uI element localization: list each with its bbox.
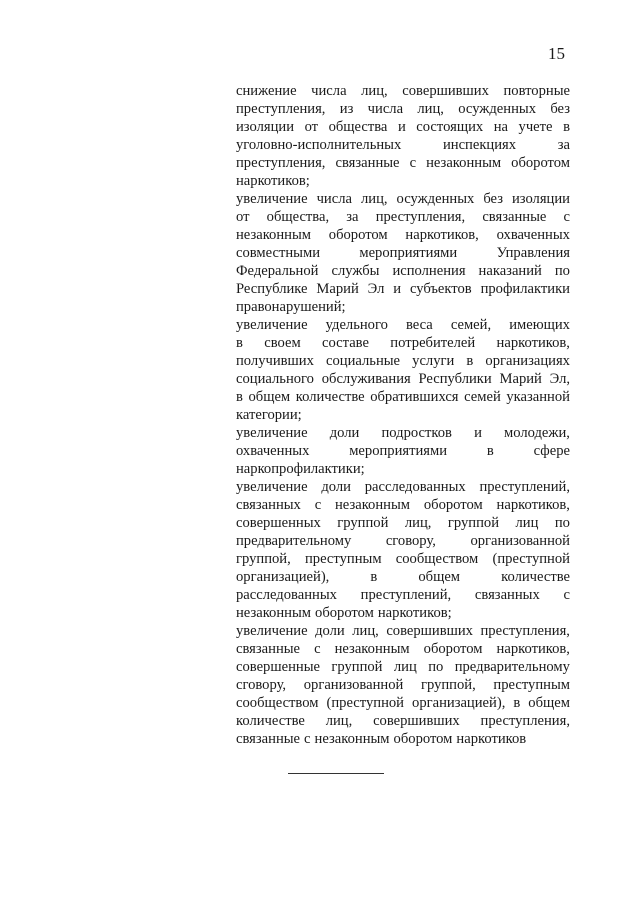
word: в: [513, 695, 521, 711]
word: молодежи,: [504, 425, 570, 441]
word: наркотиков,: [496, 335, 570, 351]
text-line: [236, 712, 570, 730]
text-line: [236, 316, 570, 334]
word: от: [304, 119, 319, 135]
word: в: [236, 335, 243, 351]
word: преступлений,: [479, 479, 570, 495]
word: группой,: [236, 551, 291, 567]
word: лиц,: [352, 623, 379, 639]
word: организованной: [470, 533, 570, 549]
word: оборотом: [328, 227, 388, 243]
text-line: [236, 244, 570, 262]
word: общем: [248, 389, 291, 405]
word: социальные: [326, 353, 401, 369]
word: количестве: [295, 389, 365, 405]
word: наркотиков;: [236, 173, 310, 189]
word: лиц,: [417, 101, 444, 117]
word: охваченных: [496, 227, 570, 243]
word: доли: [315, 623, 345, 639]
word: наркотиков: [456, 731, 527, 747]
word: лиц: [515, 515, 539, 531]
word: группой: [447, 515, 500, 531]
word: Марий: [316, 281, 359, 297]
word: расследованных: [236, 587, 337, 603]
word: лиц,: [361, 83, 388, 99]
word: связанные: [482, 209, 547, 225]
word: наркопрофилактики;: [236, 461, 365, 477]
word: количестве: [501, 569, 570, 585]
word: группой: [331, 659, 383, 675]
word: сговору,: [385, 533, 436, 549]
word: по: [554, 263, 570, 279]
word: категории;: [236, 407, 302, 423]
word: мероприятиями: [349, 443, 448, 459]
word: охваченных: [236, 443, 310, 459]
word: совершивших: [373, 713, 460, 729]
text-line: [236, 82, 570, 100]
word: преступления,: [375, 209, 466, 225]
word: в: [236, 389, 243, 405]
word: и: [393, 281, 402, 297]
word: совместными: [236, 245, 321, 261]
text-line: [236, 658, 570, 676]
text-line: [236, 118, 570, 136]
word: инспекциях: [442, 137, 517, 153]
word: наркотиков;: [377, 605, 452, 621]
word: веса: [405, 317, 433, 333]
word: с: [304, 731, 311, 747]
word: незаконным: [236, 605, 312, 621]
text-line: [236, 622, 570, 640]
word: в: [466, 353, 474, 369]
word: службы: [331, 263, 380, 279]
word: повторные: [503, 83, 570, 99]
word: уголовно-исполнительных: [236, 137, 402, 153]
text-line: [236, 730, 570, 748]
text-line: [236, 100, 570, 118]
text-line: [236, 424, 570, 442]
word: наркотиков,: [496, 497, 570, 513]
text-line: [236, 262, 570, 280]
word: связанные: [335, 155, 400, 171]
word: состоящих: [416, 119, 484, 135]
text-line: [236, 136, 570, 154]
text-line: [236, 280, 570, 298]
word: наркотиков,: [405, 227, 479, 243]
word: незаконным: [314, 731, 390, 747]
text-line: [236, 352, 570, 370]
text-line: [236, 604, 570, 622]
text-line: [236, 226, 570, 244]
word: мероприятиями: [359, 245, 458, 261]
text-line: [236, 334, 570, 352]
word: совершивших: [386, 623, 473, 639]
word: Республики: [418, 371, 492, 387]
body-text: [236, 82, 570, 748]
word: наркотиков,: [496, 641, 570, 657]
word: общества,: [266, 209, 330, 225]
word: в: [486, 443, 494, 459]
text-line: [236, 568, 570, 586]
word: составе: [322, 335, 369, 351]
page-number: 15: [548, 44, 565, 63]
word: связанных: [236, 497, 301, 513]
word: преступления,: [480, 713, 570, 729]
word: имеющих: [509, 317, 570, 333]
text-line: [236, 370, 570, 388]
word: доли: [321, 479, 351, 495]
word: Федеральной: [236, 263, 319, 279]
word: без: [550, 101, 570, 117]
word: преступным: [304, 551, 382, 567]
word: Марий: [499, 371, 542, 387]
word: доли: [329, 425, 360, 441]
word: с: [314, 497, 322, 513]
text-line: [236, 460, 570, 478]
word: учете: [518, 119, 553, 135]
word: оборотом: [393, 731, 453, 747]
word: незаконным: [335, 497, 411, 513]
word: снижение: [236, 83, 297, 99]
text-line: [236, 676, 570, 694]
text-line: [236, 388, 570, 406]
word: Эл: [367, 281, 385, 297]
word: увеличение: [236, 425, 308, 441]
word: получивших: [236, 353, 314, 369]
word: с: [409, 155, 417, 171]
word: (преступной: [326, 695, 404, 711]
word: оборотом: [423, 497, 483, 513]
word: лиц,: [404, 515, 432, 531]
word: с: [563, 209, 570, 225]
word: организованной: [303, 677, 404, 693]
word: предварительному: [236, 533, 352, 549]
word: профилактики: [480, 281, 570, 297]
word: осужденных: [458, 101, 537, 117]
text-line: [236, 496, 570, 514]
word: преступления,: [236, 155, 326, 171]
text-line: [236, 586, 570, 604]
word: семей: [464, 389, 501, 405]
word: изоляции: [511, 191, 570, 207]
word: сговору,: [236, 677, 287, 693]
word: обратившихся: [370, 389, 459, 405]
word: исполнения: [392, 263, 466, 279]
word: оборотом: [315, 605, 374, 621]
word: совершивших: [402, 83, 489, 99]
text-line: [236, 406, 570, 424]
word: группой,: [420, 677, 476, 693]
text-line: [236, 190, 570, 208]
word: социального: [236, 371, 314, 387]
text-line: [236, 154, 570, 172]
word: незаконным: [236, 227, 312, 243]
word: от: [236, 209, 250, 225]
text-line: [236, 532, 570, 550]
word: удельного: [325, 317, 388, 333]
word: с: [314, 641, 321, 657]
word: числа: [311, 83, 347, 99]
word: за: [346, 209, 359, 225]
text-line: [236, 208, 570, 226]
word: лиц,: [325, 713, 353, 729]
text-line: [236, 514, 570, 532]
footnote-divider: [288, 773, 384, 774]
word: преступным: [493, 677, 570, 693]
word: общем: [418, 569, 461, 585]
text-line: [236, 478, 570, 496]
word: числа: [316, 191, 352, 207]
word: наказаний: [478, 263, 542, 279]
word: общем: [528, 695, 570, 711]
word: Эл,: [549, 371, 570, 387]
word: преступлений,: [360, 587, 452, 603]
text-line: [236, 550, 570, 568]
word: (преступной: [492, 551, 570, 567]
word: незаконным: [334, 641, 410, 657]
word: организацией),: [412, 695, 506, 711]
word: числа: [367, 101, 404, 117]
word: количестве: [236, 713, 305, 729]
word: расследованных: [364, 479, 466, 495]
word: без: [483, 191, 503, 207]
word: преступления,: [236, 101, 326, 117]
text-line: [236, 442, 570, 460]
word: по: [428, 659, 444, 675]
word: указанной: [506, 389, 570, 405]
word: и: [474, 425, 482, 441]
word: оборотом: [511, 155, 570, 171]
text-line: [236, 172, 570, 190]
word: обслуживания: [321, 371, 411, 387]
word: организацией),: [236, 569, 330, 585]
word: осужденных: [396, 191, 475, 207]
word: увеличение: [236, 317, 308, 333]
word: совершенных: [236, 515, 321, 531]
word: сообществом: [395, 551, 479, 567]
word: совершенные: [236, 659, 320, 675]
word: в: [370, 569, 378, 585]
text-line: [236, 298, 570, 316]
word: увеличение: [236, 623, 308, 639]
word: услуги: [412, 353, 455, 369]
word: на: [493, 119, 509, 135]
word: оборотом: [423, 641, 483, 657]
word: связанные: [236, 641, 301, 657]
word: подростков: [381, 425, 452, 441]
word: с: [563, 587, 570, 603]
word: увеличение: [236, 191, 308, 207]
word: Управления: [496, 245, 570, 261]
word: субъектов: [409, 281, 472, 297]
word: за: [557, 137, 570, 153]
word: изоляции: [236, 119, 295, 135]
word: сфере: [533, 443, 570, 459]
word: потребителей: [390, 335, 476, 351]
word: общества: [328, 119, 388, 135]
word: своем: [264, 335, 301, 351]
word: преступления,: [480, 623, 570, 639]
word: правонарушений;: [236, 299, 346, 315]
word: Республике: [236, 281, 308, 297]
word: и: [397, 119, 406, 135]
word: увеличение: [236, 479, 308, 495]
word: предварительному: [454, 659, 570, 675]
word: связанных: [474, 587, 540, 603]
word: семей,: [450, 317, 492, 333]
word: по: [554, 515, 570, 531]
word: в: [563, 119, 570, 135]
word: лиц,: [360, 191, 388, 207]
text-line: [236, 694, 570, 712]
word: из: [339, 101, 354, 117]
word: связанные: [236, 731, 301, 747]
word: лиц: [393, 659, 417, 675]
word: группой: [337, 515, 389, 531]
text-line: [236, 640, 570, 658]
word: организациях: [485, 353, 570, 369]
word: незаконным: [426, 155, 502, 171]
word: сообществом: [236, 695, 319, 711]
